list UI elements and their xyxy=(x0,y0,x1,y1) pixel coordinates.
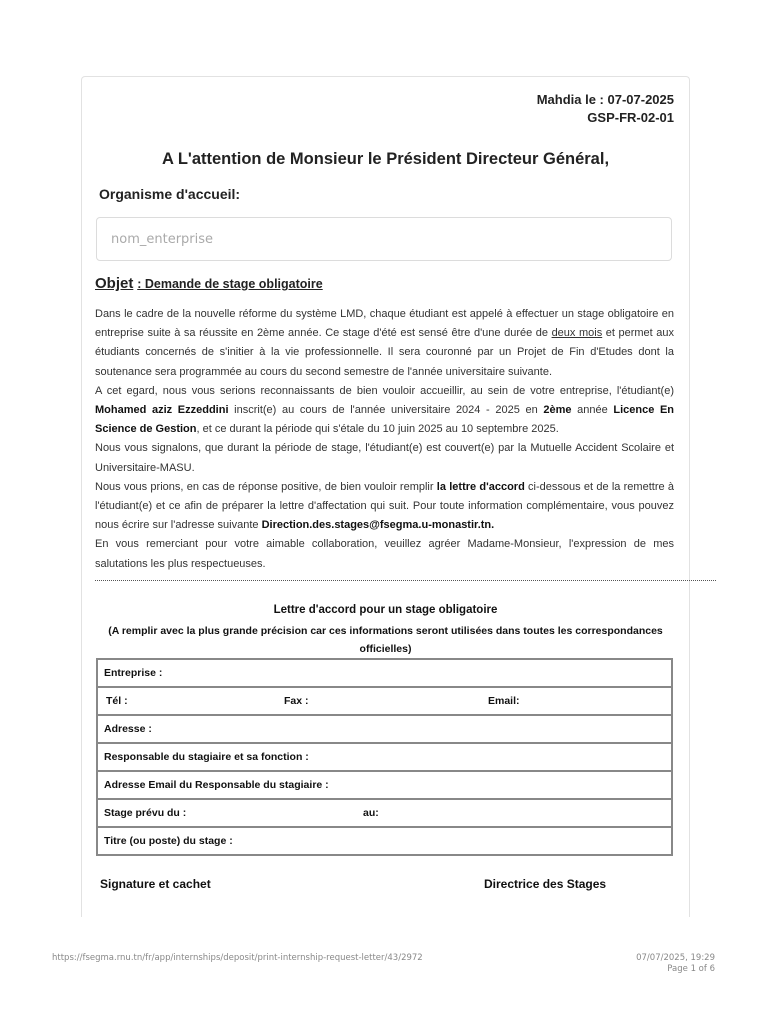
table-row xyxy=(97,827,672,855)
titre-field[interactable]: Titre (ou poste) du stage : xyxy=(97,827,672,855)
paragraph-insurance: Nous vous signalons, que durant la période de stage, l'étudiant(e) est couvert(e) par la Mutuelle Accident Scolaire et Universitaire-MASU. xyxy=(95,442,674,474)
letter-body xyxy=(95,305,674,574)
table-row xyxy=(97,799,672,827)
accord-title: Lettre d'accord pour un stage obligatoire xyxy=(273,604,498,616)
text: ci-dessous et de la remettre à l'étudiant(e) et ce afin de préparer la lettre d'affectation qui suit. Pour toute information complémentaire, vous pouvez nous écrire sur l'adresse suivante xyxy=(95,480,674,532)
table-row xyxy=(97,687,672,715)
letter-card xyxy=(81,76,690,917)
responsable-field[interactable]: Responsable du stagiaire et sa fonction : xyxy=(97,743,672,771)
table-row xyxy=(97,659,672,687)
stage-start-field: Stage prévu du : xyxy=(104,807,187,819)
text: A cet egard, nous vous serions reconnaissants de bien vouloir accueillir, au sein de votre entreprise, l'étudiant(e) xyxy=(95,384,674,397)
text: , et ce durant la période qui s'étale du 10 juin 2025 au 10 septembre 2025. xyxy=(196,423,559,436)
location-date: Mahdia le : 07-07-2025 xyxy=(536,92,674,107)
organisme-input[interactable] xyxy=(96,217,672,261)
accord-form-table xyxy=(96,658,673,856)
tel-field: Tél : xyxy=(106,695,128,707)
footer-meta xyxy=(636,953,715,975)
accord-letter-ref: la lettre d'accord xyxy=(436,480,525,493)
table-row xyxy=(97,715,672,743)
text: et permet aux étudiants concernés de s'initier à la vie professionnelle. Il sera couronné par un Projet de Fin d'Etudes dont la soutenance sera programmée au cours du second semestre de l'année universitaire suivante. xyxy=(95,327,674,378)
signature-label: Signature et cachet xyxy=(100,877,211,891)
program-name: Licence En Science de Gestion xyxy=(95,404,675,436)
adresse-field[interactable]: Adresse : xyxy=(97,715,672,743)
text: Nous vous prions, en cas de réponse positive, de bien vouloir remplir xyxy=(95,480,437,493)
stage-dates-row[interactable] xyxy=(97,799,672,827)
organisme-label: Organisme d'accueil: xyxy=(99,186,241,202)
text: année xyxy=(571,404,614,417)
text: Dans le cadre de la nouvelle réforme du système LMD, chaque étudiant est appelé à effectuer un stage obligatoire en entreprise suite à sa réussite en 2ème année. Ce stage d'été est sensé être d'une durée de xyxy=(95,308,674,340)
dotted-separator xyxy=(95,580,716,581)
accord-subtitle: (A remplir avec la plus grande précision car ces informations seront utilisées dans toutes les correspondances officielles) xyxy=(108,625,663,655)
contact-row[interactable] xyxy=(97,687,672,715)
directrice-label: Directrice des Stages xyxy=(484,877,607,891)
text: inscrit(e) au cours de l'année universitaire 2024 - 2025 en xyxy=(228,404,544,417)
student-name: Mohamed aziz Ezzeddini xyxy=(95,404,229,417)
duration-text: deux mois xyxy=(551,327,603,340)
table-row xyxy=(97,771,672,799)
objet-line xyxy=(95,275,323,292)
print-datetime: 07/07/2025, 19:29 xyxy=(636,953,715,963)
stage-end-field: au: xyxy=(363,807,379,819)
objet-label: Objet xyxy=(95,275,134,292)
paragraph-closing: En vous remerciant pour votre aimable collaboration, veuillez agréer Madame-Monsieur, l'expression de mes salutations les plus respectueuses. xyxy=(95,538,674,570)
email-field: Email: xyxy=(488,695,520,707)
paragraph-reform xyxy=(95,305,674,382)
responsable-email-field[interactable]: Adresse Email du Responsable du stagiaire : xyxy=(97,771,672,799)
letter-header xyxy=(537,91,674,127)
objet-text: : Demande de stage obligatoire xyxy=(137,277,323,291)
footer-url: https://fsegma.rnu.tn/fr/app/internships/deposit/print-internship-request-letter/43/2972 xyxy=(52,953,423,963)
entreprise-field[interactable]: Entreprise : xyxy=(97,659,672,687)
paragraph-instructions xyxy=(95,478,674,536)
table-row xyxy=(97,743,672,771)
study-year: 2ème xyxy=(543,404,572,417)
letter-title: A L'attention de Monsieur le Président Directeur Général, xyxy=(161,150,610,168)
paragraph-request xyxy=(95,382,674,440)
page-number: Page 1 of 6 xyxy=(667,964,715,974)
reference-code: GSP-FR-02-01 xyxy=(587,110,674,125)
contact-email: Direction.des.stages@fsegma.u-monastir.tn. xyxy=(261,519,495,532)
fax-field: Fax : xyxy=(284,695,309,707)
